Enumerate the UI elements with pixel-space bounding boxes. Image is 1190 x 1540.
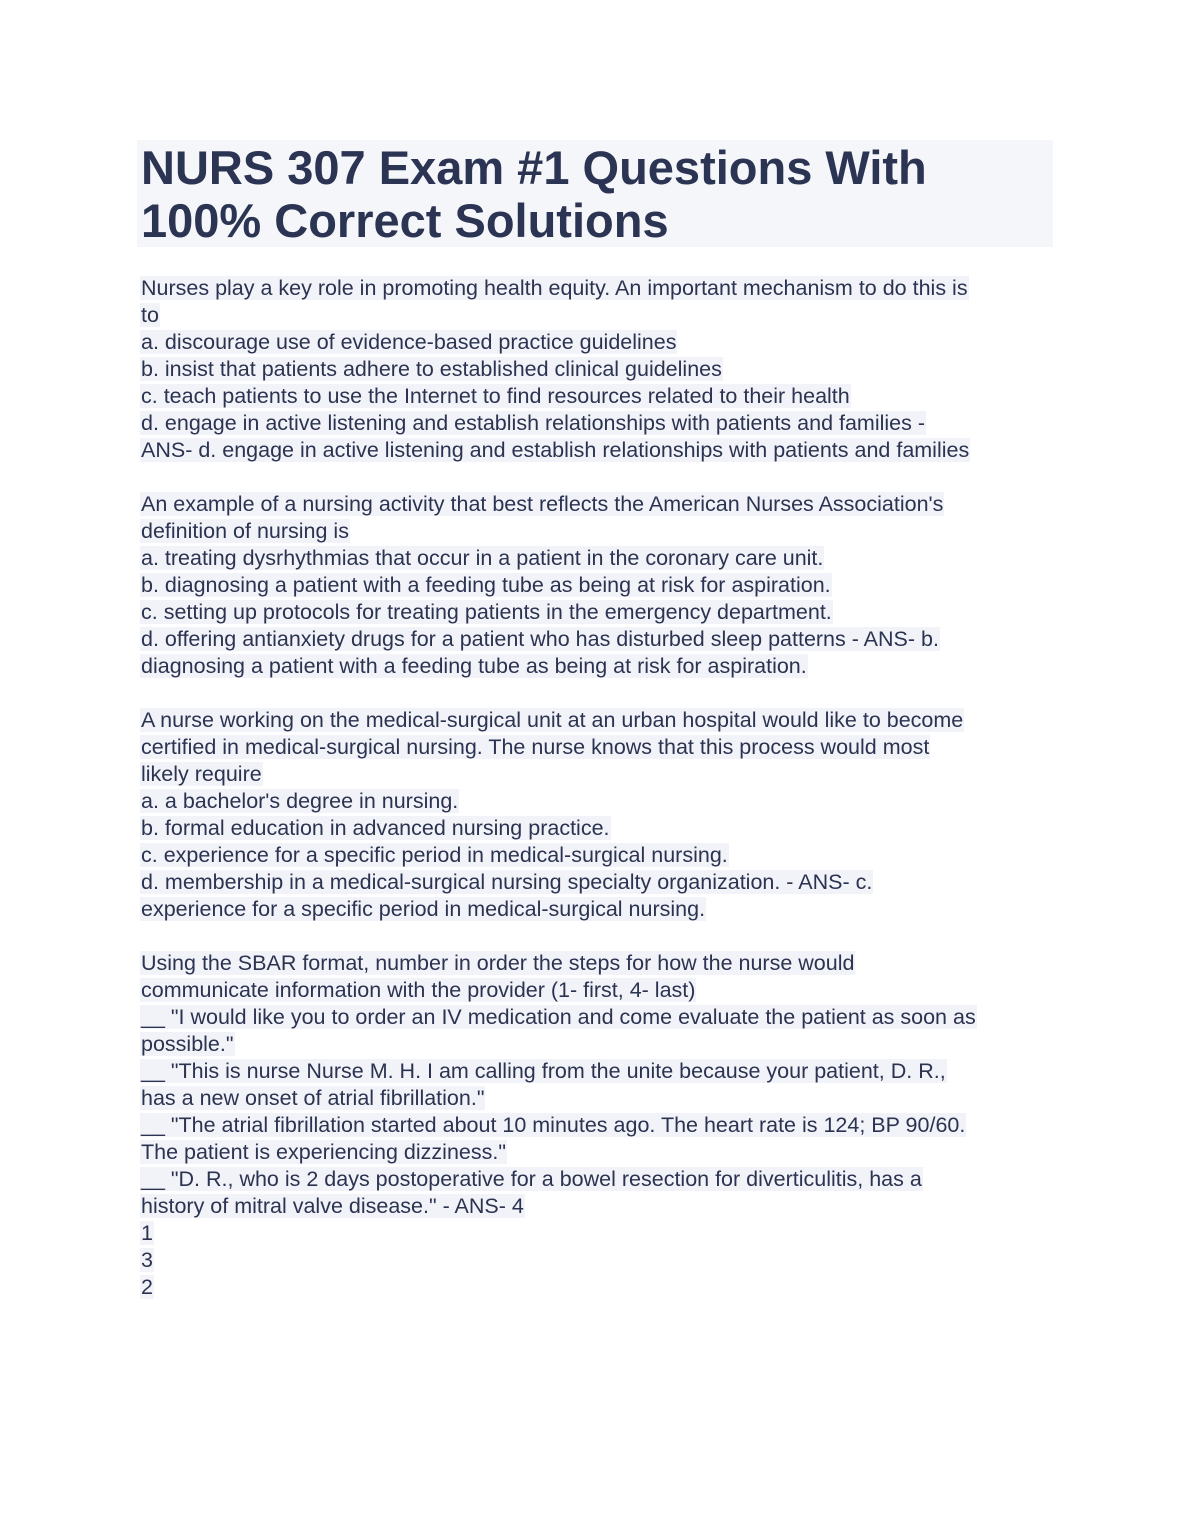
question-4-answer: 1 <box>141 1221 153 1245</box>
question-1-option-d: d. engage in active listening and establish relationships with patients and families - <box>141 411 926 435</box>
question-1-line: Nurses play a key role in promoting health equity. An important mechanism to do this is <box>141 276 968 300</box>
question-4-answer: 2 <box>141 1275 153 1299</box>
document-body <box>140 275 1055 1301</box>
question-4 <box>140 950 1055 1301</box>
question-2-answer: diagnosing a patient with a feeding tube as being at risk for aspiration. <box>141 654 807 678</box>
question-3-option-a: a. a bachelor's degree in nursing. <box>141 789 459 813</box>
question-1-option-c: c. teach patients to use the Internet to find resources related to their health <box>141 384 850 408</box>
question-3-answer: experience for a specific period in medical-surgical nursing. <box>141 897 706 921</box>
question-2-line: An example of a nursing activity that best reflects the American Nurses Association's <box>141 492 944 516</box>
question-4-step: __ "This is nurse Nurse M. H. I am calling from the unite because your patient, D. R., <box>141 1059 946 1083</box>
title-line-1: NURS 307 Exam #1 Questions With <box>141 141 927 194</box>
question-3-line: likely require <box>141 762 262 786</box>
question-4-answer: 3 <box>141 1248 153 1272</box>
question-2-option-a: a. treating dysrhythmias that occur in a patient in the coronary care unit. <box>141 546 824 570</box>
question-2-option-b: b. diagnosing a patient with a feeding tube as being at risk for aspiration. <box>141 573 831 597</box>
question-3-line: A nurse working on the medical-surgical unit at an urban hospital would like to become <box>141 708 964 732</box>
question-3-option-b: b. formal education in advanced nursing practice. <box>141 816 610 840</box>
question-3-line: certified in medical-surgical nursing. The nurse knows that this process would most <box>141 735 930 759</box>
question-1-answer: ANS- d. engage in active listening and establish relationships with patients and families <box>141 438 970 462</box>
question-4-step: possible." <box>141 1032 234 1056</box>
question-4-step: __ "D. R., who is 2 days postoperative for a bowel resection for diverticulitis, has a <box>141 1167 922 1191</box>
page-title <box>137 140 1053 247</box>
question-1-option-b: b. insist that patients adhere to established clinical guidelines <box>141 357 722 381</box>
question-4-step: __ "The atrial fibrillation started about 10 minutes ago. The heart rate is 124; BP 90/60. <box>141 1113 966 1137</box>
question-1 <box>140 275 1055 464</box>
question-3-option-c: c. experience for a specific period in medical-surgical nursing. <box>141 843 728 867</box>
question-3-option-d: d. membership in a medical-surgical nursing specialty organization. - ANS- c. <box>141 870 873 894</box>
question-3 <box>140 707 1055 923</box>
question-4-step: The patient is experiencing dizziness." <box>141 1140 506 1164</box>
question-1-option-a: a. discourage use of evidence-based practice guidelines <box>141 330 677 354</box>
question-1-line: to <box>141 303 159 327</box>
question-4-step: has a new onset of atrial fibrillation." <box>141 1086 485 1110</box>
question-4-line: communicate information with the provider (1- first, 4- last) <box>141 978 696 1002</box>
question-2-line: definition of nursing is <box>141 519 349 543</box>
question-4-answer: history of mitral valve disease." - ANS- 4 <box>141 1194 524 1218</box>
question-4-step: __ "I would like you to order an IV medication and come evaluate the patient as soon as <box>141 1005 976 1029</box>
question-2-option-d: d. offering antianxiety drugs for a patient who has disturbed sleep patterns - ANS- b. <box>141 627 939 651</box>
question-4-line: Using the SBAR format, number in order the steps for how the nurse would <box>141 951 855 975</box>
question-2 <box>140 491 1055 680</box>
title-line-2: 100% Correct Solutions <box>141 194 669 247</box>
question-2-option-c: c. setting up protocols for treating patients in the emergency department. <box>141 600 832 624</box>
